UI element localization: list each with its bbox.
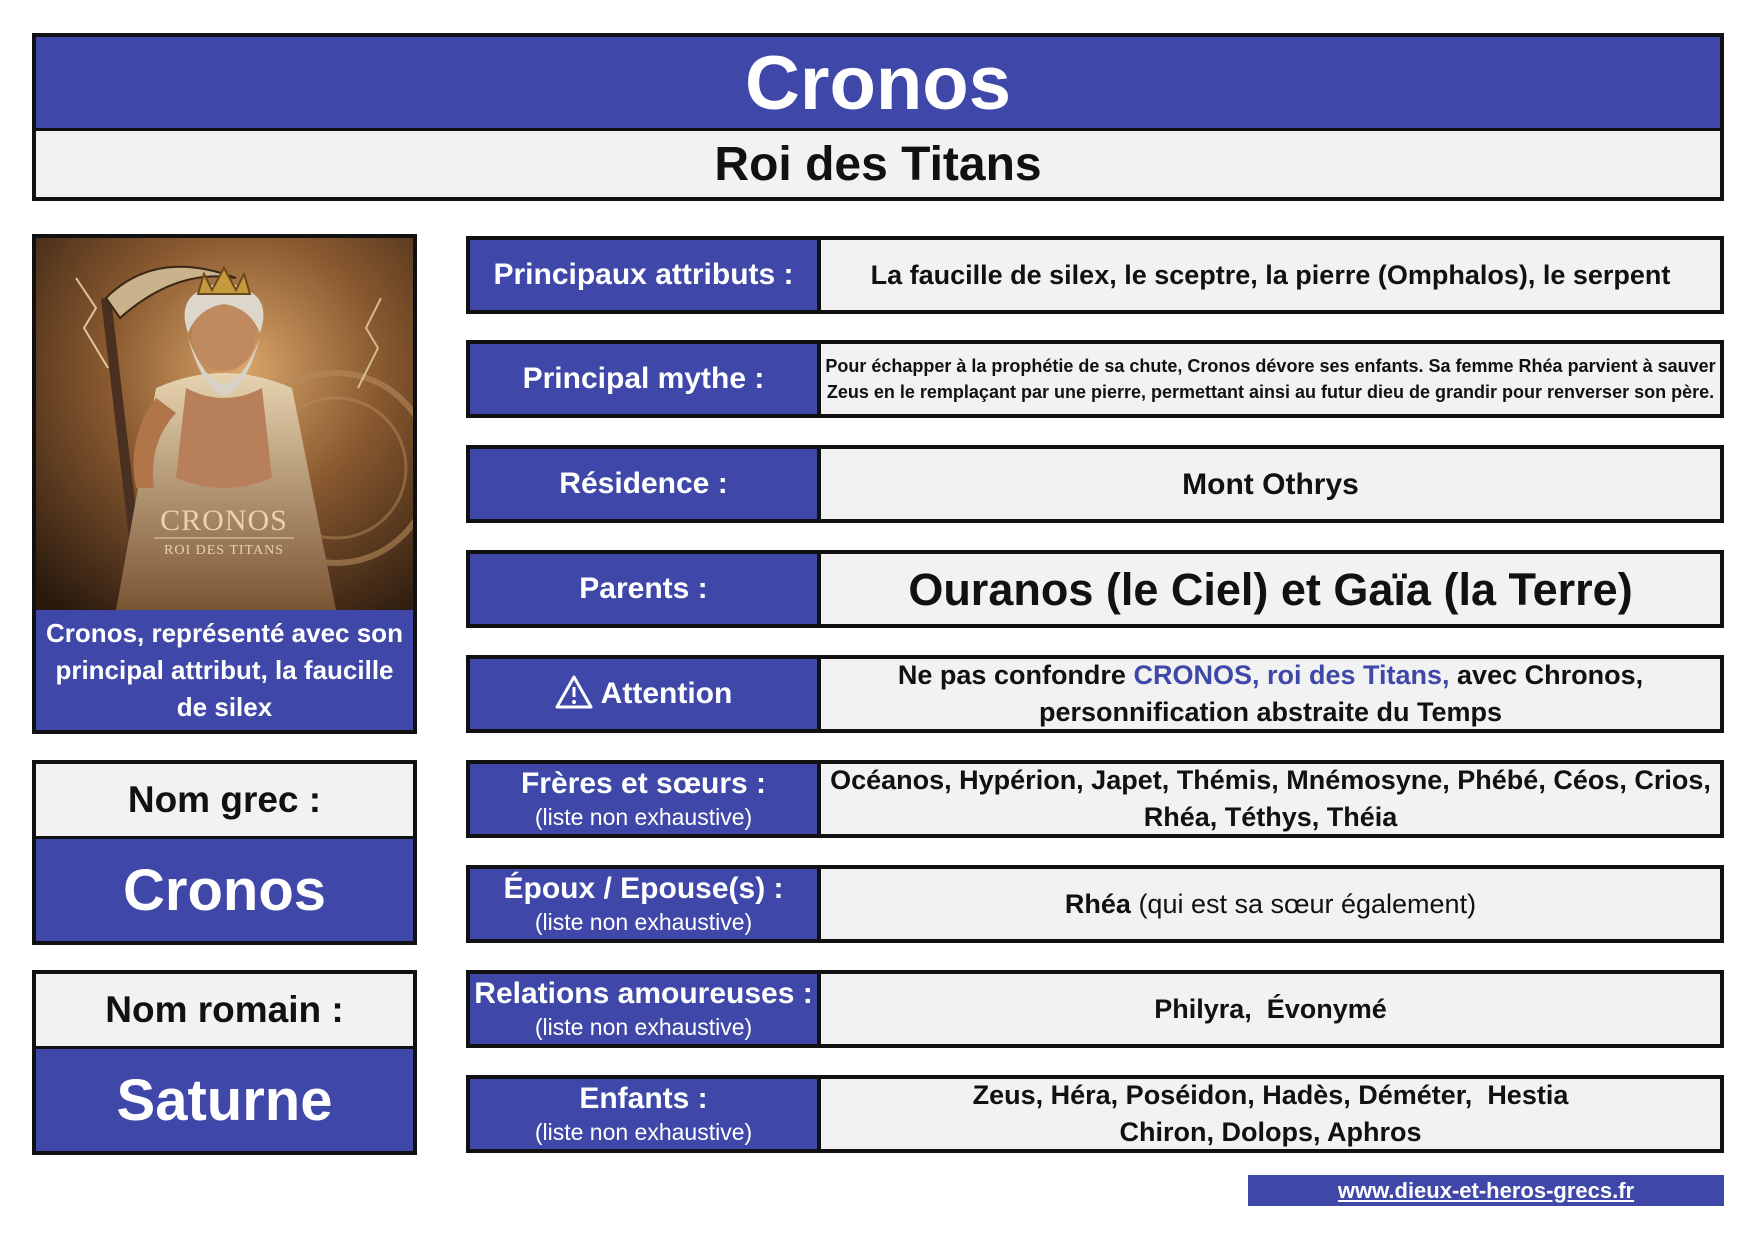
attention-accent-text: CRONOS, roi des Titans, bbox=[1133, 660, 1450, 690]
row-mythe bbox=[466, 340, 1724, 418]
greek-name-label: Nom grec : bbox=[36, 764, 413, 839]
greek-name-value: Cronos bbox=[36, 839, 413, 941]
row-residence bbox=[466, 445, 1724, 523]
enfants-sublabel: (liste non exhaustive) bbox=[534, 1119, 753, 1145]
mythe-label: Principal mythe : bbox=[522, 362, 765, 395]
portrait-caption: Cronos, représenté avec son principal attribut, la faucille de silex bbox=[36, 610, 413, 730]
row-freres bbox=[466, 760, 1724, 838]
enfants-value: Zeus, Héra, Poséidon, Hadès, Déméter, Hestia Chiron, Dolops, Aphros bbox=[821, 1079, 1720, 1149]
portrait-title: CRONOS bbox=[160, 504, 288, 537]
page-subtitle: Roi des Titans bbox=[32, 128, 1724, 201]
page-title: Cronos bbox=[32, 33, 1724, 130]
row-attributs bbox=[466, 236, 1724, 314]
website-link[interactable]: www.dieux-et-heros-grecs.fr bbox=[1248, 1175, 1724, 1206]
row-attention bbox=[466, 655, 1724, 733]
freres-sublabel: (liste non exhaustive) bbox=[534, 804, 753, 830]
parents-label: Parents : bbox=[579, 572, 708, 605]
relations-label: Relations amoureuses : bbox=[474, 977, 813, 1010]
attention-value: Ne pas confondre CRONOS, roi des Titans, avec Chronos, personnification abstraite du Temps bbox=[821, 659, 1720, 729]
row-relations bbox=[466, 970, 1724, 1048]
roman-name-box bbox=[32, 970, 417, 1155]
epoux-sublabel: (liste non exhaustive) bbox=[534, 909, 753, 935]
epoux-label: Époux / Epouse(s) : bbox=[503, 872, 784, 905]
cronos-illustration bbox=[36, 238, 413, 610]
attributs-label: Principaux attributs : bbox=[493, 258, 794, 291]
row-epoux bbox=[466, 865, 1724, 943]
greek-name-box bbox=[32, 760, 417, 945]
residence-value: Mont Othrys bbox=[821, 449, 1720, 519]
freres-value: Océanos, Hypérion, Japet, Thémis, Mnémosyne, Phébé, Céos, Crios, Rhéa, Téthys, Théia bbox=[821, 764, 1720, 834]
warning-icon bbox=[555, 675, 593, 714]
roman-name-label: Nom romain : bbox=[36, 974, 413, 1049]
enfants-label: Enfants : bbox=[579, 1082, 708, 1115]
portrait-subtitle: ROI DES TITANS bbox=[164, 543, 284, 558]
freres-label: Frères et sœurs : bbox=[520, 767, 767, 800]
relations-sublabel: (liste non exhaustive) bbox=[534, 1014, 753, 1040]
mythe-value: Pour échapper à la prophétie de sa chute, Cronos dévore ses enfants. Sa femme Rhéa parvient à sauver Zeus en le remplaçant par une pierre, permettant ainsi au futur dieu de grandir pour renverser son père. bbox=[821, 344, 1720, 414]
attention-label: Attention bbox=[600, 677, 733, 710]
relations-value: Philyra, Évonymé bbox=[821, 974, 1720, 1044]
attributs-value: La faucille de silex, le sceptre, la pierre (Omphalos), le serpent bbox=[821, 240, 1720, 310]
row-parents bbox=[466, 550, 1724, 628]
roman-name-value: Saturne bbox=[36, 1049, 413, 1151]
residence-label: Résidence : bbox=[559, 467, 728, 500]
epoux-value: Rhéa (qui est sa sœur également) bbox=[821, 869, 1720, 939]
parents-value: Ouranos (le Ciel) et Gaïa (la Terre) bbox=[821, 554, 1720, 624]
row-enfants bbox=[466, 1075, 1724, 1153]
